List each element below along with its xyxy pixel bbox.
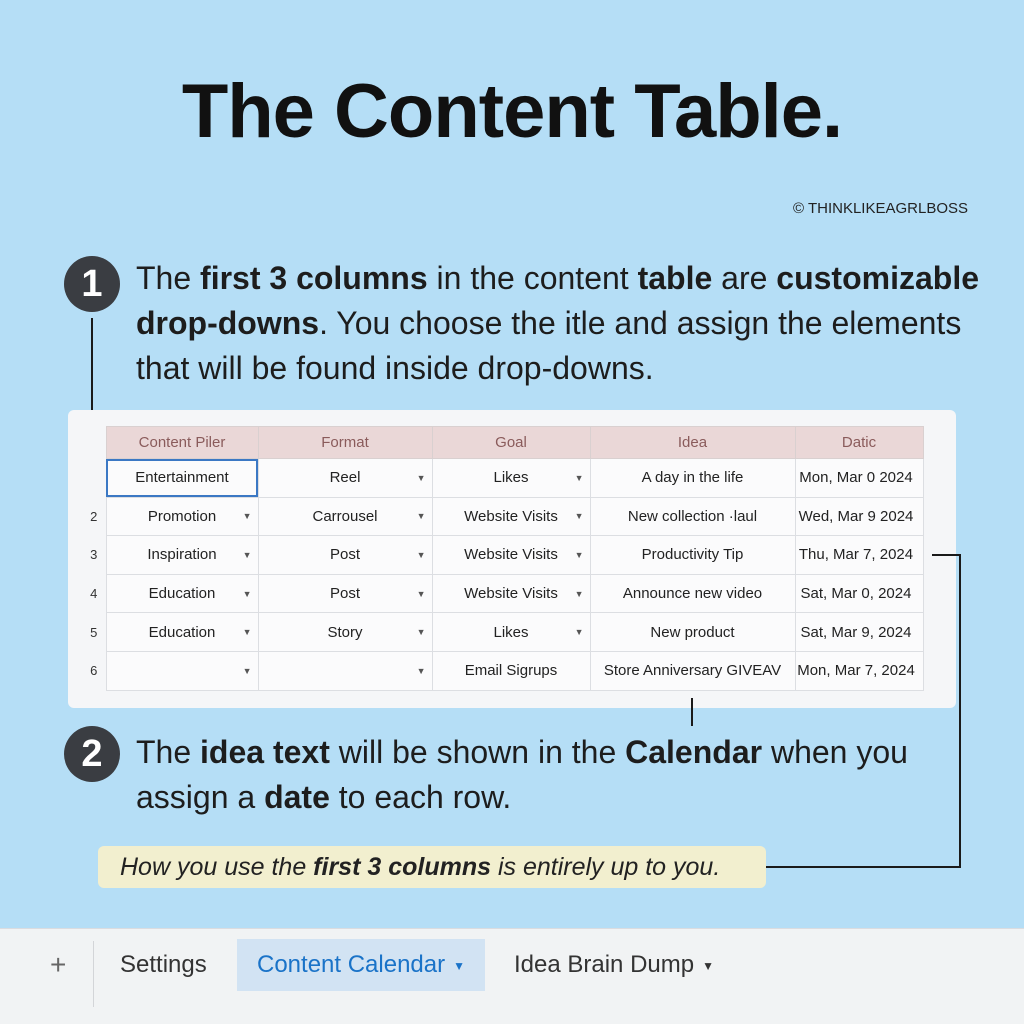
- step-2-text: [136, 730, 956, 820]
- dropdown-caret-icon[interactable]: ▼: [416, 588, 426, 599]
- connector-line: [691, 698, 693, 726]
- cell-idea-text: Announce new video: [622, 585, 763, 603]
- row-number: [82, 574, 106, 613]
- chevron-down-icon[interactable]: ▼: [453, 958, 466, 973]
- cell-idea-text: New product: [650, 623, 735, 641]
- cell-date-text: Sat, Mar 0, 2024: [800, 585, 912, 603]
- cell-date[interactable]: [795, 651, 923, 690]
- cell-format-text: Post: [329, 585, 360, 603]
- cell-date[interactable]: [795, 574, 923, 613]
- header-goal: Goal: [432, 427, 590, 459]
- cell-date[interactable]: [795, 459, 923, 498]
- tab-divider: [93, 941, 94, 1007]
- cell-goal-text: Email Sigrups: [464, 662, 558, 680]
- connector-line: [766, 866, 961, 868]
- tab-settings-label: Settings: [120, 951, 207, 978]
- cell-goal[interactable]: [432, 651, 590, 690]
- cell-goal-text: Likes: [493, 623, 529, 641]
- cell-content-pillar[interactable]: [106, 613, 258, 652]
- cell-idea-text: A day in the life: [641, 469, 744, 487]
- emphasis-text: table: [637, 260, 713, 296]
- tab-content-calendar[interactable]: [237, 939, 485, 991]
- cell-date[interactable]: [795, 497, 923, 536]
- cell-format-text: Post: [329, 546, 360, 564]
- chevron-down-icon[interactable]: ▼: [702, 958, 714, 973]
- cell-date[interactable]: [795, 613, 923, 652]
- cell-idea[interactable]: [590, 613, 795, 652]
- dropdown-caret-icon[interactable]: ▼: [416, 511, 426, 522]
- cell-idea[interactable]: [590, 651, 795, 690]
- row-number: [82, 613, 106, 652]
- text-run: How you use the: [120, 853, 314, 881]
- text-run: . You choose the itle and assign the elements that will be found inside drop-downs.: [136, 305, 962, 386]
- cell-date-text: Thu, Mar 7, 2024: [798, 546, 914, 564]
- emphasis-text: Calendar: [625, 734, 763, 770]
- cell-format[interactable]: [258, 497, 432, 536]
- row-number-text: 4: [90, 586, 98, 602]
- row-number-text: 2: [90, 508, 98, 524]
- dropdown-caret-icon[interactable]: ▼: [416, 665, 426, 676]
- cell-goal[interactable]: [432, 536, 590, 575]
- cell-goal[interactable]: [432, 497, 590, 536]
- dropdown-caret-icon[interactable]: ▼: [574, 588, 584, 599]
- content-table: [82, 426, 924, 691]
- text-run: in the content: [427, 260, 638, 296]
- cell-format-text: Story: [327, 623, 363, 641]
- table-row: [82, 651, 923, 690]
- cell-content-pillar[interactable]: [106, 459, 258, 498]
- cell-goal[interactable]: [432, 459, 590, 498]
- header-idea: Idea: [590, 427, 795, 459]
- table-row: [82, 613, 923, 652]
- cell-idea[interactable]: [590, 497, 795, 536]
- table-row: [82, 536, 923, 575]
- dropdown-caret-icon[interactable]: ▼: [242, 549, 252, 560]
- cell-idea-text: New collection ·laul: [627, 507, 758, 525]
- emphasis-text: first 3 columns: [200, 260, 428, 296]
- cell-format[interactable]: [258, 536, 432, 575]
- cell-goal-text: Website Visits: [464, 585, 558, 603]
- row-number-text: 6: [90, 663, 98, 679]
- cell-content-pillar-text: Education: [148, 585, 216, 603]
- emphasis-text: customizable drop-downs: [136, 260, 979, 341]
- text-run: when you assign a: [136, 734, 908, 815]
- cell-date-text: Wed, Mar 9 2024: [798, 507, 914, 525]
- cell-idea[interactable]: [590, 459, 795, 498]
- dropdown-caret-icon[interactable]: ▼: [574, 627, 584, 638]
- cell-format[interactable]: [258, 613, 432, 652]
- cell-idea[interactable]: [590, 536, 795, 575]
- text-run: will be shown in the: [329, 734, 626, 770]
- emphasis-text: first 3 columns: [313, 853, 491, 881]
- cell-format-text: Reel: [329, 469, 361, 487]
- cell-goal-text: Website Visits: [464, 546, 558, 564]
- dropdown-caret-icon[interactable]: ▼: [242, 588, 252, 599]
- cell-format[interactable]: [258, 574, 432, 613]
- dropdown-caret-icon[interactable]: ▼: [416, 549, 426, 560]
- emphasis-text: date: [264, 779, 330, 815]
- cell-format[interactable]: [258, 459, 432, 498]
- cell-content-pillar[interactable]: [106, 536, 258, 575]
- cell-content-pillar-text: Promotion: [147, 507, 217, 525]
- connector-line: [932, 554, 960, 556]
- step-2-badge: 2: [64, 726, 120, 782]
- header-format: Format: [258, 427, 432, 459]
- cell-date-text: Mon, Mar 0 2024: [799, 469, 913, 487]
- row-number-text: 5: [90, 624, 98, 640]
- text-run: The: [136, 260, 201, 296]
- page-title: The Content Table.: [181, 69, 843, 154]
- table-row: [82, 574, 923, 613]
- text-run: are: [712, 260, 777, 296]
- cell-goal-text: Likes: [493, 469, 529, 487]
- copyright-label: © THINKLIKEAGRLBOSS: [793, 200, 968, 217]
- dropdown-caret-icon[interactable]: ▼: [416, 472, 426, 483]
- cell-content-pillar[interactable]: [106, 497, 258, 536]
- dropdown-caret-icon[interactable]: ▼: [574, 472, 584, 483]
- dropdown-caret-icon[interactable]: ▼: [242, 511, 252, 522]
- dropdown-caret-icon[interactable]: ▼: [242, 665, 252, 676]
- tab-idea-brain-dump[interactable]: [494, 939, 734, 991]
- text-run: to each row.: [329, 779, 512, 815]
- text-run: is entirely up to you.: [491, 853, 721, 881]
- table-body: [82, 459, 923, 691]
- dropdown-caret-icon[interactable]: ▼: [574, 549, 584, 560]
- row-number: [82, 459, 106, 498]
- row-number-header: [82, 427, 106, 459]
- header-date: Datic: [795, 427, 923, 459]
- usage-note: [98, 846, 766, 888]
- table-row: [82, 497, 923, 536]
- cell-format-text: Carrousel: [312, 507, 378, 525]
- cell-idea-text: Store Anniversary GIVEAV: [603, 662, 782, 680]
- sheet-tab-bar: [0, 928, 1024, 1024]
- dropdown-caret-icon[interactable]: ▼: [416, 627, 426, 638]
- tab-idea-brain-dump-label: Idea Brain Dump: [514, 951, 695, 978]
- cell-format[interactable]: [258, 651, 432, 690]
- step-1-badge: 1: [64, 256, 120, 312]
- cell-idea-text: Productivity Tip: [641, 546, 744, 564]
- cell-content-pillar-text: Entertainment: [135, 469, 229, 487]
- row-number: [82, 497, 106, 536]
- add-sheet-icon[interactable]: +: [50, 949, 67, 980]
- table-row: [82, 459, 923, 498]
- row-number: [82, 536, 106, 575]
- dropdown-caret-icon[interactable]: ▼: [242, 627, 252, 638]
- cell-date-text: Sat, Mar 9, 2024: [800, 623, 912, 641]
- tab-settings[interactable]: [100, 939, 227, 991]
- cell-date-text: Mon, Mar 7, 2024: [797, 662, 915, 680]
- cell-content-pillar[interactable]: [106, 651, 258, 690]
- connector-line: [959, 554, 961, 868]
- cell-content-pillar[interactable]: [106, 574, 258, 613]
- cell-content-pillar-text: Inspiration: [147, 546, 217, 564]
- cell-date[interactable]: [795, 536, 923, 575]
- cell-goal-text: Website Visits: [464, 507, 558, 525]
- header-content-pillar: Content Piler: [106, 427, 258, 459]
- cell-goal[interactable]: [432, 613, 590, 652]
- content-table-card: [68, 410, 956, 708]
- text-run: The: [136, 734, 201, 770]
- row-number: [82, 651, 106, 690]
- cell-idea[interactable]: [590, 574, 795, 613]
- step-1-text: [136, 256, 1006, 391]
- row-number-text: 3: [90, 547, 98, 563]
- tab-content-calendar-label: Content Calendar: [257, 951, 446, 978]
- cell-content-pillar-text: Education: [148, 623, 216, 641]
- dropdown-caret-icon[interactable]: ▼: [574, 511, 584, 522]
- emphasis-text: idea text: [200, 734, 330, 770]
- cell-goal[interactable]: [432, 574, 590, 613]
